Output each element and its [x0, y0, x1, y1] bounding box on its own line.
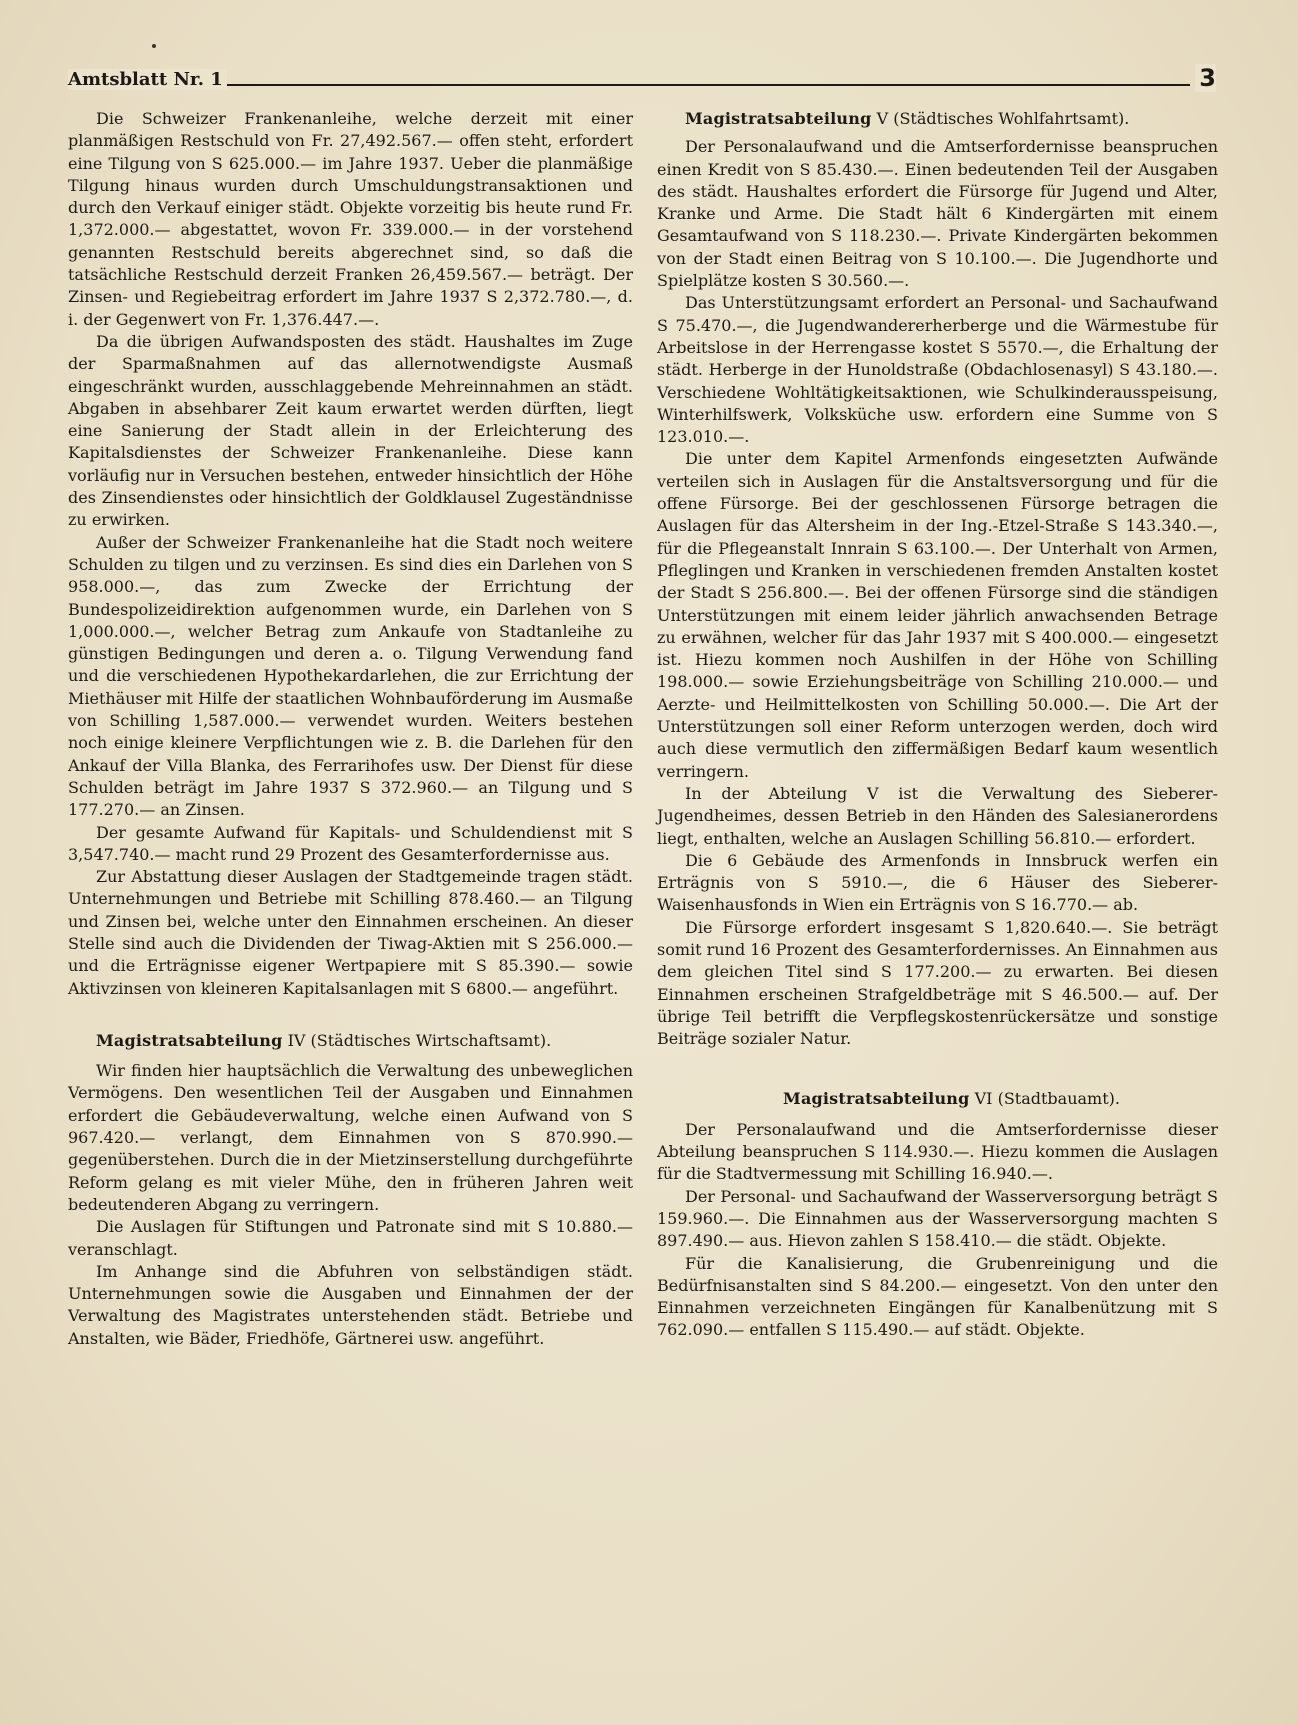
publication-title: Amtsblatt Nr. 1: [68, 69, 227, 90]
paragraph: Der Personalaufwand und die Amtserfordernisse beanspruchen einen Kredit von S 85.430.—. Einen bedeutenden Teil der Ausgaben des städt. Haushaltes erfordert die Fürsorge für Jugend und Alter, Kranke und Arme. Die Stadt hält 6 Kindergärten mit einem Gesamtaufwand von S 118.230.—. Private Kindergärten bekommen von der Stadt einen Beitrag von S 10.100.—. Die Jugendhorte und Spielplätze kosten S 30.560.—.: [657, 137, 1218, 291]
paragraph: Die Schweizer Frankenanleihe, welche derzeit mit einer planmäßigen Restschuld von Fr. 27,492.567.— offen steht, erfordert eine Tilgung von S 625.000.— im Jahre 1937. Ueber die planmäßige Tilgung hinaus wurden durch Umschuldungstransaktionen und durch den Verkauf einiger städt. Objekte vorzeitig bis heute rund Fr. 1,372.000.— abgestattet, wovon Fr. 339.000.— in der vorstehend genannten Restschuld bereits abgerechnet sind, so daß die tatsächliche Restschuld derzeit Franken 26,459.567.— beträgt. Der Zinsen- und Regiebeitrag erfordert im Jahre 1937 S 2,372.780.—, d. i. der Gegenwert von Fr. 1,376.447.—.: [68, 109, 633, 329]
paragraph: In der Abteilung V ist die Verwaltung des Sieberer-Jugendheimes, dessen Betrieb in den Händen des Salesianerordens liegt, enthalten, welche an Auslagen Schilling 56.810.— erfordert.: [657, 783, 1218, 848]
paragraph: Da die übrigen Aufwandsposten des städt. Haushaltes im Zuge der Sparmaßnahmen auf das allernotwendigste Ausmaß eingeschränkt wurden, ausschlaggebende Mehreinnahmen an städt. Abgaben in absehbarer Zeit kaum erwartet werden dürften, liegt eine Sanierung der Stadt allein in der Erleichterung des Kapitalsdienstes der Schweizer Frankenanleihe. Diese kann vorläufig nur in Versuchen bestehen, entweder hinsichtlich der Höhe des Zinsendienstes oder hinsichtlich der Goldklausel Zugeständnisse zu erwirken.: [68, 331, 633, 530]
paragraph: Außer der Schweizer Frankenanleihe hat die Stadt noch weitere Schulden zu tilgen und zu verzinsen. Es sind dies ein Darlehen von S 958.000.—, das zum Zwecke der Errichtung der Bundespolizeidirektion aufgenommen wurde, ein Darlehen von S 1,000.000.—, welcher Betrag zum Ankaufe von Stadtanleihe zu günstigen Bedingungen und deren a. o. Tilgung Verwendung fand und die verschiedenen Hypothekardarlehen, die zur Errichtung der Miethäuser mit Hilfe der staatlichen Wohnbauförderung im Ausmaße von Schilling 1,587.000.— verwendet wurden. Weiters bestehen noch einige kleinere Verpflichtungen wie z. B. die Darlehen für den Ankauf der Villa Blanka, des Ferrarihofes usw. Der Dienst für diese Schulden beträgt im Jahre 1937 S 372.960.— an Tilgung und S 177.270.— an Zinsen.: [68, 532, 633, 820]
paragraph: Wir finden hier hauptsächlich die Verwaltung des unbeweglichen Vermögens. Den wesentlichen Teil der Ausgaben und Einnahmen erfordert die Gebäudeverwaltung, welche einen Aufwand von S 967.420.— verlangt, dem Einnahmen von S 870.990.— gegenüberstehen. Durch die in der Mietzinserstellung durchgeführte Reform gelang es mit vieler Mühe, den in früheren Jahren weit bedeutenderen Abgang zu verringern.: [68, 1061, 633, 1214]
paragraph: Die unter dem Kapitel Armenfonds eingesetzten Aufwände verteilen sich in Auslagen für die Anstaltsversorgung und für die offene Fürsorge. Bei der geschlossenen Fürsorge betragen die Auslagen für das Altersheim in der Ing.-Etzel-Straße S 143.340.—, für die Pflegeanstalt Innrain S 63.100.—. Der Unterhalt von Armen, Pfleglingen und Kranken in verschiedenen fremden Anstalten kostet der Stadt S 256.800.—. Bei der offenen Fürsorge sind die ständigen Unterstützungen mit einem leider jährlich anwachsenden Betrage zu erwähnen, welcher für das Jahr 1937 mit S 400.000.— eingesetzt ist. Hiezu kommen noch Aushilfen in der Höhe von Schilling 198.000.— sowie Erziehungsbeiträge von Schilling 210.000.— und Aerzte- und Heilmittelkosten von Schilling 50.000.—. Die Art der Unterstützungen soll einer Reform unterzogen werden, doch wird auch diese vermutlich den ziffermäßigen Bedarf kaum wesentlich verringern.: [657, 449, 1218, 781]
section-heading-vi: [657, 1088, 1218, 1110]
section-heading-iv: [68, 1030, 633, 1052]
paragraph: Der gesamte Aufwand für Kapitals- und Schuldendienst mit S 3,547.740.— macht rund 29 Prozent des Gesamterfordernisse aus.: [68, 822, 633, 864]
heading-label: Magistratsabteilung: [685, 109, 872, 128]
paragraph: Die Fürsorge erfordert insgesamt S 1,820.640.—. Sie beträgt somit rund 16 Prozent des Gesamterfordernisses. An Einnahmen aus dem gleichen Titel sind S 177.200.— zu erwarten. Bei diesen Einnahmen erscheinen Strafgeldbeträge mit S 46.500.— auf. Der übrige Teil betrifft die Verpflegskostenrückersätze und sonstige Beiträge sozialer Natur.: [657, 917, 1218, 1049]
paragraph: Das Unterstützungsamt erfordert an Personal- und Sachaufwand S 75.470.—, die Jugendwandererherberge und die Wärmestube für Arbeitslose in der Herrengasse kostet S 5570.—, die Erhaltung der städt. Herberge in der Hunoldstraße (Obdachlosenasyl) S 43.180.—. Verschiedene Wohltätigkeitsaktionen, wie Schulkinderausspeisung, Winterhilfswerk, Volksküche usw. erfordern eine Summe von S 123.010.—.: [657, 293, 1218, 447]
heading-title: VI (Stadtbauamt).: [974, 1089, 1120, 1109]
right-column: [657, 108, 1218, 1342]
heading-label: Magistratsabteilung: [783, 1089, 970, 1109]
section-heading-v: [657, 108, 1218, 130]
heading-label: Magistratsabteilung: [96, 1030, 283, 1050]
page-header: [68, 62, 1216, 92]
paragraph: Die Auslagen für Stiftungen und Patronate sind mit S 10.880.— veranschlagt.: [68, 1217, 633, 1259]
paragraph: Der Personalaufwand und die Amtserfordernisse dieser Abteilung beanspruchen S 114.930.—. Hiezu kommen die Auslagen für die Stadtvermessung mit Schilling 16.940.—.: [657, 1119, 1218, 1184]
paragraph: Für die Kanalisierung, die Grubenreinigung und die Bedürfnisanstalten sind S 84.200.— eingesetzt. Von den unter den Einnahmen verzeichneten Eingängen für Kanalbenützung mit S 762.090.— entfallen S 115.490.— auf städt. Objekte.: [657, 1253, 1218, 1340]
left-column: [68, 108, 633, 1350]
page-number: 3: [1195, 64, 1216, 92]
paragraph: Die 6 Gebäude des Armenfonds in Innsbruck werfen ein Erträgnis von S 5910.—, die 6 Häuser des Sieberer-Waisenhausfonds in Wien ein Erträgnis von S 16.770.— ab.: [657, 850, 1218, 915]
paragraph: Zur Abstattung dieser Auslagen der Stadtgemeinde tragen städt. Unternehmungen und Betriebe mit Schilling 878.460.— an Tilgung und Zinsen bei, welche unter den Einnahmen erscheinen. An dieser Stelle sind auch die Dividenden der Tiwag-Aktien mit S 256.000.— und die Erträgnisse eigener Wertpapiere mit S 85.390.— sowie Aktivzinsen von kleineren Kapitalsanlagen mit S 6800.— angeführt.: [68, 867, 633, 998]
heading-title: V (Städtisches Wohlfahrtsamt).: [876, 109, 1130, 128]
header-rule: [68, 84, 1190, 86]
heading-title: IV (Städtisches Wirtschaftsamt).: [287, 1030, 552, 1050]
print-speck: [152, 44, 156, 48]
paragraph: Der Personal- und Sachaufwand der Wasserversorgung beträgt S 159.960.—. Die Einnahmen aus der Wasserversorgung machten S 897.490.— aus. Hievon zahlen S 158.410.— die städt. Objekte.: [657, 1186, 1218, 1251]
paragraph: Im Anhange sind die Abfuhren von selbständigen städt. Unternehmungen sowie die Ausgaben und Einnahmen der der Verwaltung des Magistrates unterstehenden städt. Betriebe und Anstalten, wie Bäder, Friedhöfe, Gärtnerei usw. angeführt.: [68, 1261, 633, 1348]
